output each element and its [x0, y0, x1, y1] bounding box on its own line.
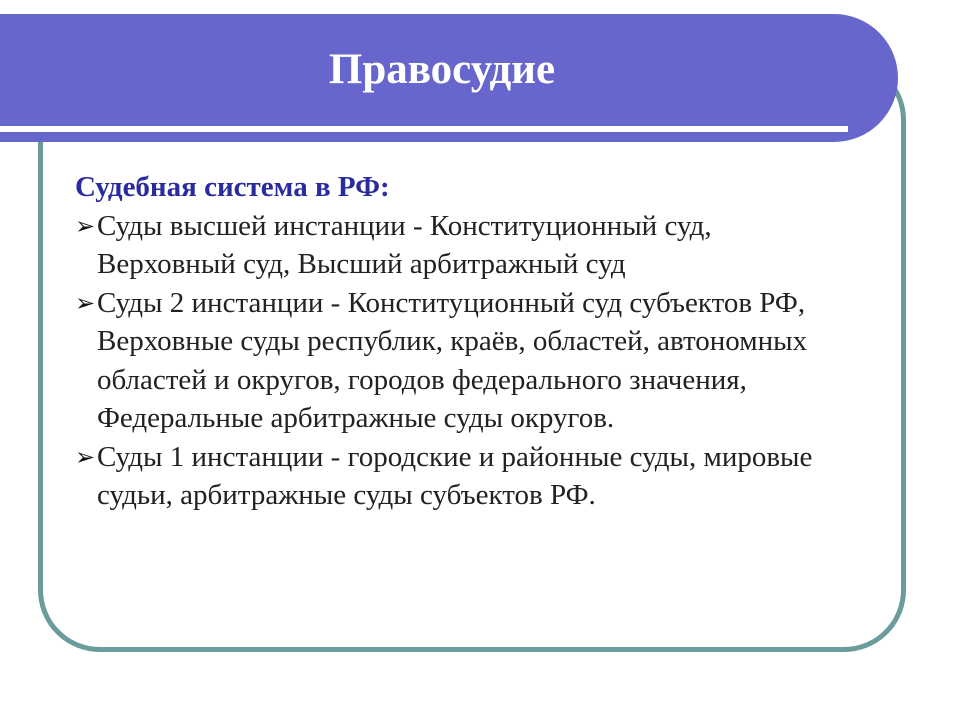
- arrow-bullet-icon: ➢: [75, 211, 96, 240]
- section-heading: Судебная система в РФ:: [75, 171, 390, 203]
- arrow-bullet-icon: ➢: [75, 442, 96, 471]
- slide-title: Правосудие: [328, 46, 556, 93]
- arrow-bullet-icon: ➢: [75, 288, 96, 317]
- list-item: [75, 284, 855, 438]
- list-item-text: Суды 2 инстанции - Конституционный суд субъектов РФ, Верховные суды республик, краёв, областей, автономных областей и округов, городов федерального значения, Федеральные арбитражные суды округов.: [97, 286, 808, 434]
- list-item: [75, 207, 855, 284]
- list-item-text: Суды высшей инстанции - Конституционный суд, Верховный суд, Высший арбитражный суд: [97, 209, 712, 280]
- slide-content: [75, 168, 855, 515]
- title-underline: [0, 126, 848, 132]
- list-item-text: Суды 1 инстанции - городские и районные суды, мировые судьи, арбитражные суды субъектов РФ.: [97, 440, 813, 511]
- list-item: [75, 438, 855, 515]
